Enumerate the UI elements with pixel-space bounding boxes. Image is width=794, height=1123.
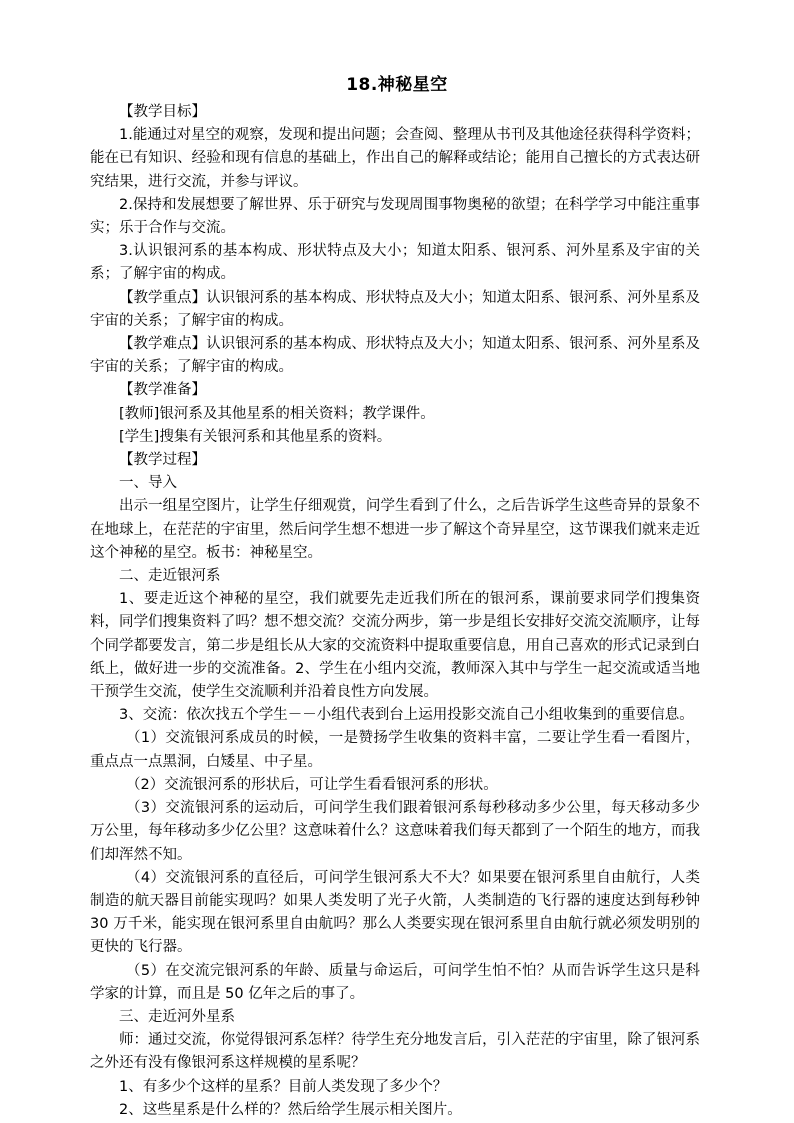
milky-way-text-1: 1、要走近这个神秘的星空，我们就要先走近我们所在的银河系，课前要求同学们搜集资料，同学们搜集资料了吗？想不想交流？交流分两步，第一步是组长安排好交流交流顺序，让每个同学都要发言，第二步是组长从大家的交流资料中提取重要信息，用自己喜欢的形式记录到白纸上，做好进一步的交流准备。2、学生在小组内交流，教师深入其中与学生一起交流或适当地干预学生交流，使学生交流顺利并沿着良性方向发展。 [90,591,700,701]
objective-3: 3.认识银河系的基本构成、形状特点及大小；知道太阳系、银河系、河外星系及宇宙的关系；了解宇宙的构成。 [90,243,700,283]
galaxies-text: 师：通过交流，你觉得银河系怎样？待学生充分地发言后，引入茫茫的宇宙里，除了银河系之外还有没有像银河系这样规模的星系呢？ [90,1032,700,1072]
intro-text: 出示一组星空图片，让学生仔细观赏，问学生看到了什么，之后告诉学生这些奇异的景象不在地球上，在茫茫的宇宙里，然后问学生想不想进一步了解这个奇异星空，这节课我们就来走近这个神秘的星空。板书：神秘星空。 [90,498,700,561]
step-heading-galaxies: 三、走近河外星系 [119,1008,235,1025]
galaxies-question-2: 2、这些星系是什么样的？然后给学生展示相关图片。 [119,1101,462,1118]
objective-2: 2.保持和发展想要了解世界、乐于研究与发现周围事物奥秘的欲望；在科学学习中能注重事实；乐于合作与交流。 [90,196,700,237]
section-heading-objectives: 【教学目标】 [119,104,206,120]
section-heading-process: 【教学过程】 [119,452,206,469]
step-heading-milky-way: 二、走近银河系 [119,568,221,585]
document-body [90,101,700,1122]
milky-way-text-3: 3、交流：依次找五个学生－－小组代表到台上运用投影交流自己小组收集到的重要信息。 [119,707,694,724]
objective-1: 1.能通过对星空的观察，发现和提出问题；会查阅、整理从书刊及其他途径获得科学资料；能在已有知识、经验和现有信息的基础上，作出自己的解释或结论；能用自己擅长的方式表达研究结果，进行交流，并参与评议。 [90,127,700,190]
exchange-item-1: （1）交流银河系成员的时候，一是赞扬学生收集的资料丰富，二要让学生看一看图片，重点点一点黑洞，白矮星、中子星。 [90,730,700,770]
exchange-item-2: （2）交流银河系的形状后，可让学生看看银河系的形状。 [126,776,498,793]
document-title: 18.神秘星空 [346,75,448,95]
teaching-difficulty: 【教学难点】认识银河系的基本构成、形状特点及大小；知道太阳系、银河系、河外星系及宇宙的关系；了解宇宙的构成。 [90,336,700,376]
preparation-student: [学生]搜集有关银河系和其他星系的资料。 [119,428,392,445]
galaxies-question-1: 1、有多少个这样的星系？目前人类发现了多少个？ [119,1078,448,1095]
exchange-item-4: （4）交流银河系的直径后，可问学生银河系大不大？如果要在银河系里自由航行，人类制造的航天器目前能实现吗？如果人类发明了光子火箭，人类制造的飞行器的速度达到每秒钟 30 万千米，能实现在银河系里自由航吗？那么人类要实现在银河系里自由航行就必须发明别的更快的飞行器。 [90,869,700,956]
exchange-item-3: （3）交流银河系的运动后，可问学生我们跟着银河系每秒移动多少公里，每天移动多少万公里，每年移动多少亿公里？这意味着什么？这意味着我们每天都到了一个陌生的地方，而我们却浑然不知。 [90,800,700,863]
section-heading-preparation: 【教学准备】 [119,382,206,399]
step-heading-intro: 一、导入 [119,475,177,492]
exchange-item-5: （5）在交流完银河系的年龄、质量与命运后，可问学生怕不怕？从而告诉学生这只是科学家的计算，而且是 50 亿年之后的事了。 [90,962,700,1002]
teaching-focus: 【教学重点】认识银河系的基本构成、形状特点及大小；知道太阳系、银河系、河外星系及宇宙的关系；了解宇宙的构成。 [90,289,700,329]
preparation-teacher: [教师]银河系及其他星系的相关资料；教学课件。 [119,405,435,422]
